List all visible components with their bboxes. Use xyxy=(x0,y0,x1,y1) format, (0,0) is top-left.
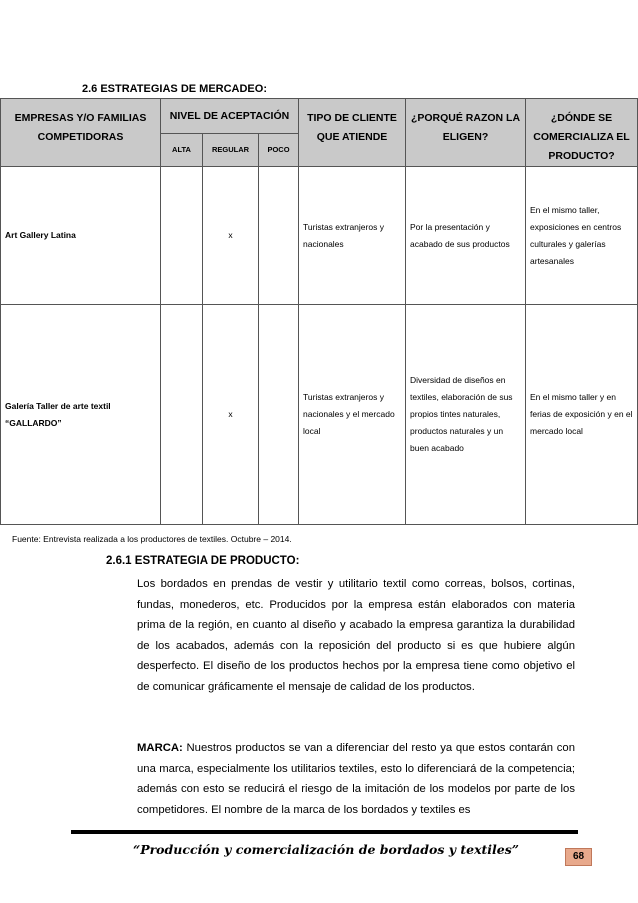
header-poco: POCO xyxy=(259,134,299,167)
regular-cell: x xyxy=(203,167,259,305)
header-porque: ¿PORQUÉ RAZON LA ELIGEN? xyxy=(406,99,526,167)
poco-cell xyxy=(259,167,299,305)
tipo-cell: Turistas extranjeros y nacionales xyxy=(299,167,406,305)
header-tipo: TIPO DE CLIENTE QUE ATIENDE xyxy=(299,99,406,167)
header-donde: ¿DÓNDE SE COMERCIALIZA EL PRODUCTO? xyxy=(526,99,638,167)
porque-cell: Diversidad de diseños en textiles, elaboración de sus propios tintes naturales, productos naturales y un buen acabado xyxy=(406,305,526,525)
paragraph-marca xyxy=(137,738,575,820)
donde-cell: En el mismo taller y en ferias de exposición y en el mercado local xyxy=(526,305,638,525)
table-header-row xyxy=(1,99,638,134)
alta-cell xyxy=(161,167,203,305)
table-row xyxy=(1,305,638,525)
marca-label: MARCA: xyxy=(137,742,183,754)
page-number: 68 xyxy=(565,848,592,866)
porque-cell: Por la presentación y acabado de sus productos xyxy=(406,167,526,305)
alta-cell xyxy=(161,305,203,525)
poco-cell xyxy=(259,305,299,525)
paragraph-product-strategy: Los bordados en prendas de vestir y utilitario textil como correas, bolsos, cortinas, fundas, monederos, etc. Producidos por la empresa están elaborados con materia prima de la región, en cuanto al diseño y acabado la empresa garantiza la durabilidad de los acabados, además con la reposición del producto si es que hubiere algún desperfecto. El diseño de los productos hechos por la empresa tiene como objetivo el de comunicar gráficamente el mensaje de calidad de los productos. xyxy=(137,578,575,693)
footer-title: “Producción y comercialización de bordados y textiles” xyxy=(133,842,519,857)
regular-cell: x xyxy=(203,305,259,525)
donde-cell: En el mismo taller, exposiciones en centros culturales y galerías artesanales xyxy=(526,167,638,305)
header-regular: REGULAR xyxy=(203,134,259,167)
header-alta: ALTA xyxy=(161,134,203,167)
footer-rule xyxy=(71,830,578,834)
tipo-cell: Turistas extranjeros y nacionales y el mercado local xyxy=(299,305,406,525)
header-empresas: EMPRESAS Y/O FAMILIAS COMPETIDORAS xyxy=(1,99,161,167)
strategy-table xyxy=(0,98,638,525)
company-cell: Galería Taller de arte textil “GALLARDO” xyxy=(1,305,161,525)
company-cell: Art Gallery Latina xyxy=(1,167,161,305)
table-row xyxy=(1,167,638,305)
marca-text: Nuestros productos se van a diferenciar del resto ya que estos contarán con una marca, especialmente los utilitarios textiles, esto lo diferenciará de la competencia; además con esto se reducirá el riesgo de la imitación de los modelos por parte de los competidores. El nombre de la marca de los bordados y textiles es xyxy=(137,742,575,816)
header-nivel: NIVEL DE ACEPTACIÓN xyxy=(161,99,299,134)
section-title: 2.6 ESTRATEGIAS DE MERCADEO: xyxy=(82,83,267,95)
subsection-title: 2.6.1 ESTRATEGIA DE PRODUCTO: xyxy=(106,555,300,567)
table-source-note: Fuente: Entrevista realizada a los productores de textiles. Octubre – 2014. xyxy=(12,534,292,544)
